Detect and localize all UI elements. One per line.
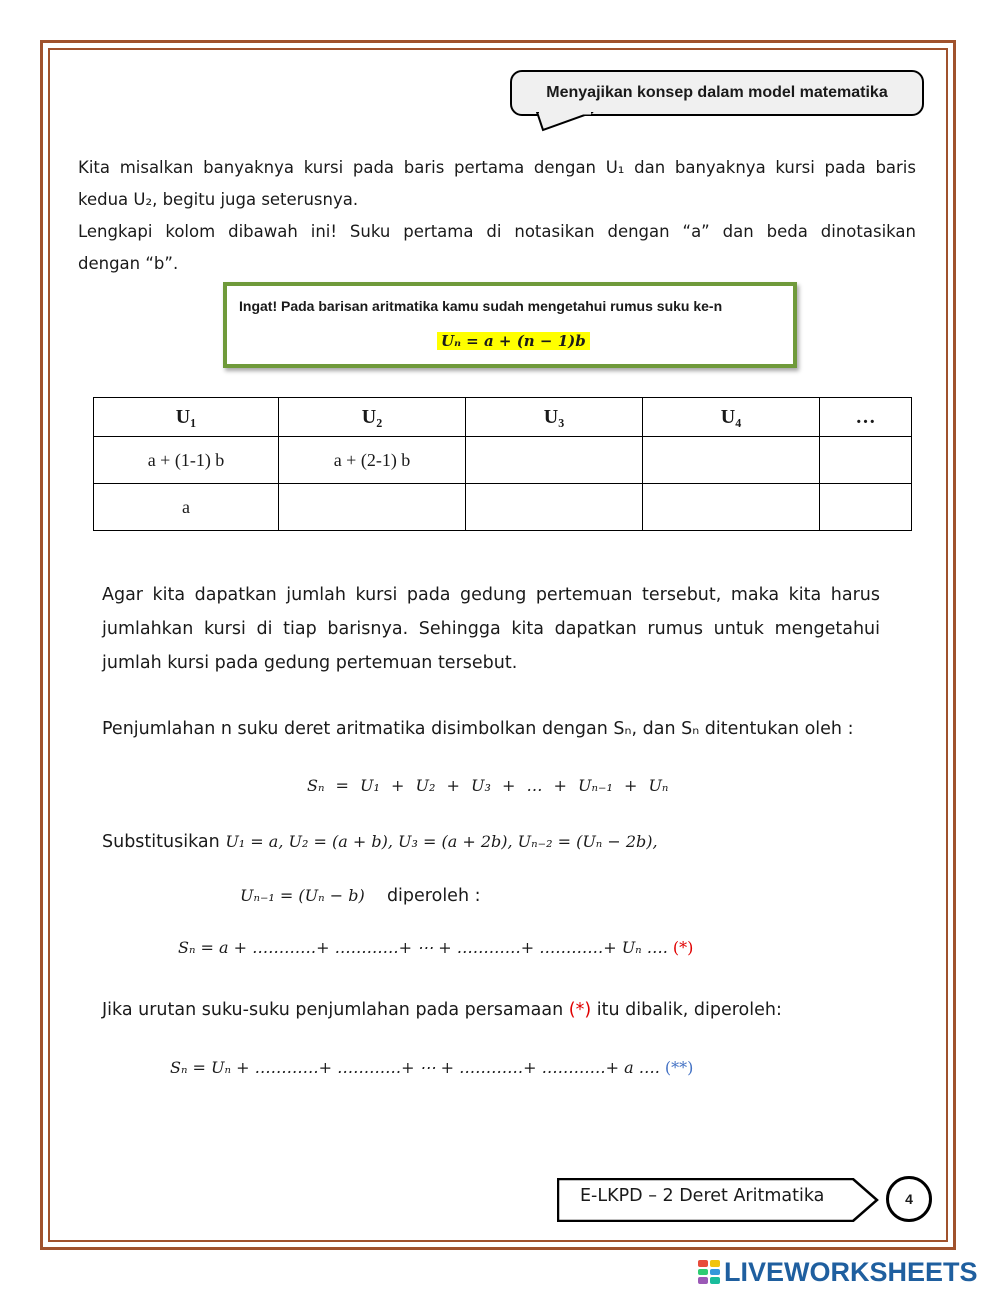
- substitution-line: [102, 832, 658, 852]
- table-header-u2: U₂: [279, 398, 466, 437]
- page-number: 4: [886, 1176, 932, 1222]
- table-cell: a: [94, 484, 279, 531]
- equation-reverse: [170, 1058, 693, 1077]
- reverse-tag: (*): [568, 1000, 592, 1020]
- table-cell-input[interactable]: [466, 437, 643, 484]
- brand-logo: [698, 1258, 978, 1286]
- table-cell-input[interactable]: [643, 437, 820, 484]
- reminder-text: Ingat! Pada barisan aritmatika kamu sudah mengetahui rumus suku ke-n: [239, 298, 723, 314]
- table-header-ellipsis: …: [820, 398, 912, 437]
- brand-blocks-icon: [698, 1260, 720, 1284]
- equation-reverse-body: Sₙ = Uₙ + …………+ …………+ ⋯ + …………+ …………+ a ….: [170, 1058, 660, 1077]
- equation-forward-tag: (*): [672, 938, 694, 957]
- table-header-row: [94, 398, 912, 437]
- sn-definition-paragraph: Penjumlahan n suku deret aritmatika disimbolkan dengan Sₙ, dan Sₙ ditentukan oleh :: [102, 719, 854, 739]
- table-cell-input[interactable]: [643, 484, 820, 531]
- table-header-u1: U₁: [94, 398, 279, 437]
- table-cell: a + (2-1) b: [279, 437, 466, 484]
- callout-title: Menyajikan konsep dalam model matematika: [546, 84, 888, 101]
- reminder-formula: Uₙ = a + (n − 1)b: [437, 332, 590, 350]
- table-cell-input[interactable]: [279, 484, 466, 531]
- substitution-label: Substitusikan: [102, 832, 220, 852]
- intro-line-2: kedua U₂, begitu juga seterusnya.: [78, 190, 359, 209]
- equation-reverse-tag: (**): [664, 1058, 694, 1077]
- table-cell: a + (1-1) b: [94, 437, 279, 484]
- sum-formula: Sₙ = U₁ + U₂ + U₃ + … + Uₙ₋₁ + Uₙ: [307, 776, 669, 795]
- equation-forward: [178, 938, 693, 957]
- reverse-text-b: itu dibalik, diperoleh:: [596, 1000, 782, 1020]
- footer-label: E-LKPD – 2 Deret Aritmatika: [580, 1186, 825, 1206]
- substitution-formula-2: Uₙ₋₁ = (Uₙ − b): [240, 886, 365, 905]
- table-cell-input[interactable]: [466, 484, 643, 531]
- reverse-text-a: Jika urutan suku-suku penjumlahan pada persamaan: [102, 1000, 564, 1020]
- sum-intro-paragraph: Agar kita dapatkan jumlah kursi pada gedung pertemuan tersebut, maka kita harus jumlahkan kursi di tiap barisnya. Sehingga kita dapatkan rumus untuk mengetahui jumlah kursi pada gedung pertemuan tersebut.: [102, 585, 880, 673]
- intro-line-4: dengan “b”.: [78, 254, 179, 273]
- table-row: [94, 437, 912, 484]
- substitution-line-2: [240, 886, 481, 906]
- terms-table: [93, 397, 912, 531]
- obtained-label: diperoleh :: [386, 886, 481, 906]
- intro-line-3: Lengkapi kolom dibawah ini! Suku pertama di notasikan dengan “a” dan beda dinotasikan: [78, 222, 916, 241]
- intro-line-1: Kita misalkan banyaknya kursi pada baris pertama dengan U₁ dan banyaknya kursi pada baris: [78, 158, 916, 177]
- reminder-box: [223, 282, 797, 368]
- equation-forward-body: Sₙ = a + …………+ …………+ ⋯ + …………+ …………+ Uₙ ….: [178, 938, 668, 957]
- brand-name: LIVEWORKSHEETS: [724, 1256, 978, 1287]
- table-header-u4: U₄: [643, 398, 820, 437]
- reverse-paragraph: [102, 995, 892, 1025]
- section-callout: [510, 70, 924, 116]
- intro-paragraph: [78, 152, 916, 280]
- substitution-formula: U₁ = a, U₂ = (a + b), U₃ = (a + 2b), Uₙ₋₂ = (Uₙ − 2b),: [225, 832, 658, 851]
- table-row: [94, 484, 912, 531]
- table-header-u3: U₃: [466, 398, 643, 437]
- table-cell-input[interactable]: [820, 484, 912, 531]
- callout-tail-icon: [535, 112, 595, 132]
- table-cell-input[interactable]: [820, 437, 912, 484]
